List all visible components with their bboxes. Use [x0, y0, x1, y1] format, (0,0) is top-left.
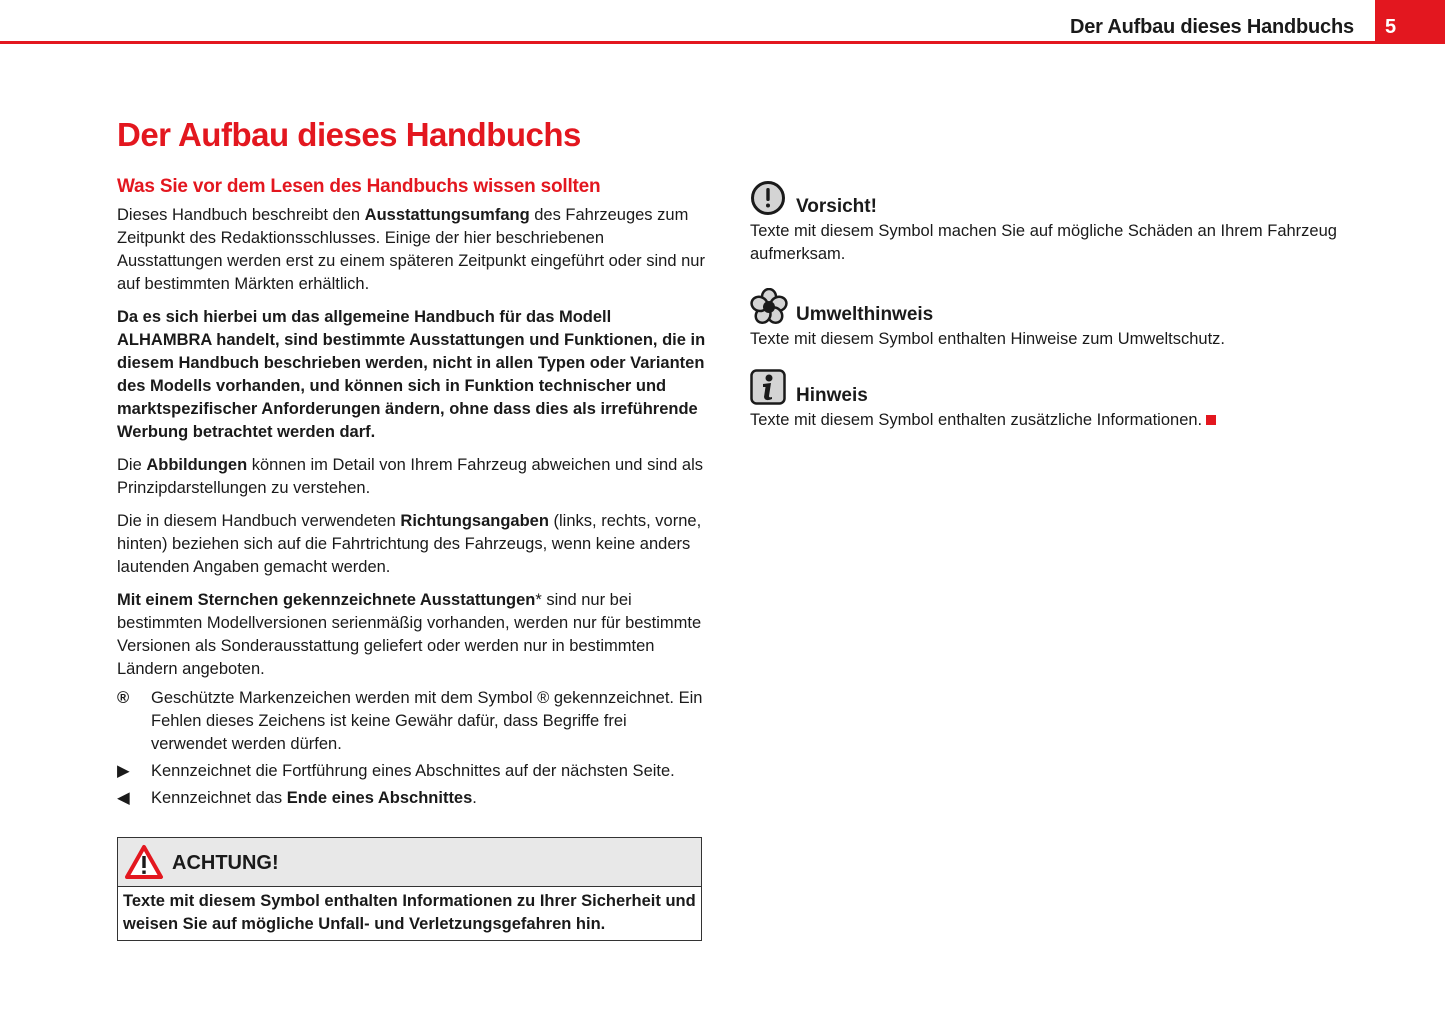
warning-header	[118, 838, 701, 887]
note-title: Hinweis	[796, 385, 868, 406]
note-text: Texte mit diesem Symbol machen Sie auf mögliche Schäden an Ihrem Fahrzeug aufmerksam.	[750, 222, 1337, 263]
emphasis: Richtungsangaben	[400, 512, 549, 530]
section-end-marker	[1206, 415, 1216, 425]
legend-item-continue	[117, 760, 707, 783]
warning-text: Texte mit diesem Symbol enthalten Informationen zu Ihrer Sicherheit und weisen Sie auf mögliche Unfall- und Verletzungsgefahren hin.	[123, 892, 696, 933]
exclamation-circle-icon	[750, 180, 786, 216]
paragraph-asterisk	[117, 589, 707, 681]
header-rule	[0, 41, 1375, 44]
note-header	[750, 180, 1340, 220]
note-environment	[750, 288, 1340, 351]
legend-text: Kennzeichnet die Fortführung eines Abschnittes auf der nächsten Seite.	[151, 762, 675, 780]
arrow-left-icon: ◀	[117, 789, 130, 807]
legend-text: .	[472, 789, 477, 807]
note-text: Texte mit diesem Symbol enthalten Hinweise zum Umweltschutz.	[750, 330, 1226, 348]
paragraph-model-note: Da es sich hierbei um das allgemeine Handbuch für das Modell ALHAMBRA handelt, sind bestimmte Ausstattungen und Funktionen, die in diesem Handbuch beschrieben werden, nicht in allen Typen oder Varianten des Modells vorhanden, und können sich in Funktion technischer und marktspezifischer Anforderungen ändern, ohne dass dies als irreführende Werbung betrachtet werden darf.	[117, 308, 706, 441]
paragraph-illustrations	[117, 454, 707, 500]
right-column	[750, 180, 1340, 432]
text: Dieses Handbuch beschreibt den	[117, 206, 365, 224]
text: Die	[117, 456, 147, 474]
text: Die in diesem Handbuch verwendeten	[117, 512, 401, 530]
symbol-legend	[117, 687, 707, 810]
note-title: Umwelthinweis	[796, 304, 934, 325]
page-number: 5	[1385, 16, 1397, 38]
legend-item-registered	[117, 687, 707, 756]
emphasis: Ende eines Abschnittes	[286, 789, 473, 807]
text: (links, rechts, vorne, hinten) beziehen sich auf die Fahrtrichtung des Fahrzeugs, wenn keine anders lautenden Angaben gemacht werden.	[117, 512, 702, 576]
paragraph-scope	[117, 204, 707, 296]
emphasis: Mit einem Sternchen gekennzeichnete Ausstattungen	[117, 591, 536, 609]
text: können im Detail von Ihrem Fahrzeug abweichen und sind als Prinzipdarstellungen zu verstehen.	[117, 456, 704, 497]
page-title: Der Aufbau dieses Handbuchs	[117, 116, 581, 153]
left-column	[117, 176, 707, 814]
note-text-wrap	[750, 409, 1340, 432]
warning-triangle-icon	[124, 844, 164, 880]
note-header	[750, 288, 1340, 328]
text: * sind nur bei bestimmten Modellversionen serienmäßig vorhanden, werden nur für bestimmte Versionen als Sonderausstattung geliefert oder werden nur in bestimmten Ländern angeboten.	[117, 591, 702, 678]
arrow-right-icon: ▶	[117, 762, 130, 780]
flower-icon	[750, 288, 788, 326]
note-info	[750, 369, 1340, 432]
page-number-tab	[1375, 0, 1445, 44]
text: des Fahrzeuges zum Zeitpunkt des Redaktionsschlusses. Einige der hier beschriebenen Ausstattungen werden erst zu einem späteren Zeitpunkt eingeführt oder sind nur auf bestimmten Märkten erhältlich.	[117, 206, 705, 293]
section-subtitle: Was Sie vor dem Lesen des Handbuchs wissen sollten	[117, 176, 601, 197]
legend-text: Geschützte Markenzeichen werden mit dem Symbol ® gekennzeichnet. Ein Fehlen dieses Zeichens ist keine Gewähr dafür, dass Begriffe frei verwendet werden dürfen.	[151, 689, 703, 753]
legend-text: Kennzeichnet das	[151, 789, 287, 807]
note-caution	[750, 180, 1340, 266]
warning-title: ACHTUNG!	[172, 852, 279, 874]
note-text: Texte mit diesem Symbol enthalten zusätzliche Informationen.	[750, 411, 1203, 429]
emphasis: Abbildungen	[146, 456, 248, 474]
legend-item-end	[117, 787, 707, 810]
note-title: Vorsicht!	[796, 196, 877, 217]
running-title: Der Aufbau dieses Handbuchs	[1070, 16, 1354, 38]
registered-icon: ®	[117, 689, 130, 707]
paragraph-directions	[117, 510, 707, 579]
emphasis: Ausstattungsumfang	[364, 206, 530, 224]
warning-box	[117, 837, 702, 941]
note-header	[750, 369, 1340, 409]
info-icon	[750, 369, 786, 405]
